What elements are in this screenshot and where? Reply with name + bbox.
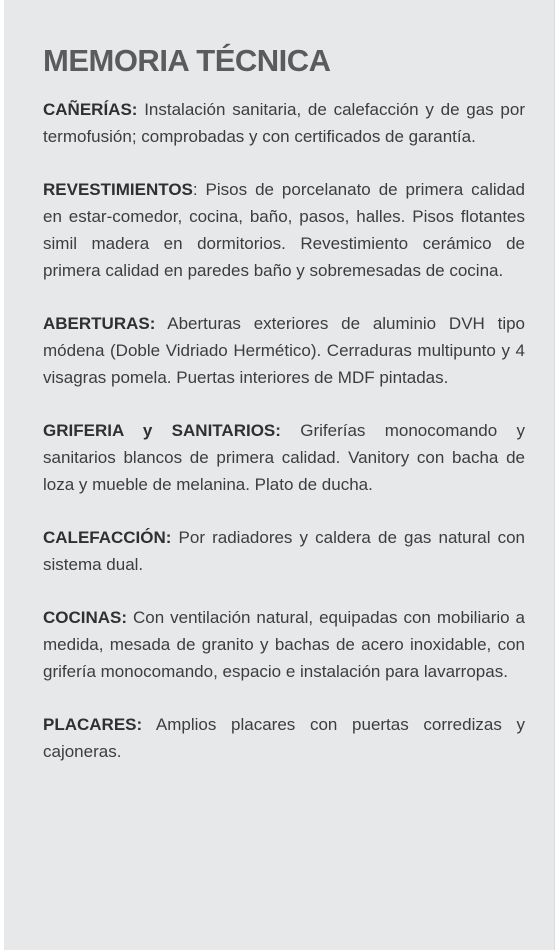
- page-title: MEMORIA TÉCNICA: [43, 43, 331, 78]
- section-placares: [43, 711, 525, 765]
- section-aberturas: [43, 310, 525, 391]
- section-canerias: [43, 96, 525, 150]
- section-heading: REVESTIMIENTOS: [43, 180, 193, 200]
- section-text: Griferías monocomando y sanitarios blancos de primera calidad. Vanitory con bacha de loza y mueble de melanina. Plato de ducha.: [43, 421, 525, 495]
- section-cocinas: [43, 604, 525, 685]
- section-heading: ABERTURAS:: [43, 314, 156, 334]
- section-text: Aberturas exteriores de aluminio DVH tipo módena (Doble Vidriado Hermético). Cerraduras multipunto y 4 visagras pomela. Puertas interiores de MDF pintadas.: [43, 314, 525, 388]
- section-heading: CAÑERÍAS:: [43, 100, 138, 120]
- section-text: Amplios placares con puertas corredizas y cajoneras.: [43, 715, 525, 762]
- section-heading: COCINAS:: [43, 608, 128, 628]
- section-text: Con ventilación natural, equipadas con mobiliario a medida, mesada de granito y bachas de acero inoxidable, con grifería monocomando, espacio e instalación para lavarropas.: [43, 608, 525, 682]
- document-page: [4, 0, 555, 950]
- section-heading: GRIFERIA y SANITARIOS:: [43, 421, 281, 441]
- section-text: Por radiadores y caldera de gas natural con sistema dual.: [43, 528, 525, 575]
- section-heading: CALEFACCIÓN:: [43, 528, 172, 548]
- section-text: Instalación sanitaria, de calefacción y de gas por termofusión; comprobadas y con certificados de garantía.: [43, 100, 525, 147]
- section-griferia-sanitarios: [43, 417, 525, 498]
- section-text: : Pisos de porcelanato de primera calidad en estar-comedor, cocina, baño, pasos, halles. Pisos flotantes simil madera en dormitorios. Revestimiento cerámico de primera calidad en paredes baño y sobremesadas de cocina.: [43, 180, 525, 281]
- section-calefaccion: [43, 524, 525, 578]
- section-revestimientos: [43, 176, 525, 284]
- section-heading: PLACARES:: [43, 715, 143, 735]
